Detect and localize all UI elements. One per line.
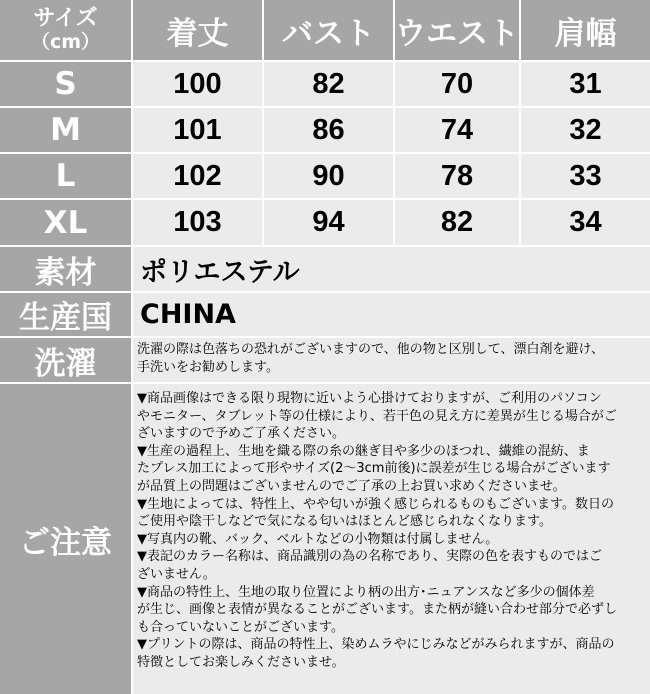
list-item: ▼生地によっては、特性上、やや匂いが強く感じられるものもございます。数日の ご使用や陰干しなどで気になる匂いはほとんど感じられなくなります。 (137, 496, 614, 530)
size-header-label: サイズ (33, 6, 98, 32)
column-header-length: 着丈 (133, 0, 262, 60)
table-cell: 78 (395, 154, 519, 198)
material-value: ポリエステル (133, 247, 650, 291)
washing-label: 洗濯 (0, 338, 131, 382)
washing-text: 洗濯の際は色落ちの恐れがございますので、他の物と区別して、漂白剤を避け、 手洗いをお勧めします。 (133, 338, 650, 382)
list-item: ▼写真内の靴、バック、ベルトなどの小物類は付属しません。 (137, 531, 499, 547)
origin-value: CHINA (133, 293, 650, 336)
table-cell: 100 (133, 62, 262, 106)
column-header-bust: バスト (264, 0, 393, 60)
notes-list (137, 390, 617, 672)
column-header-shoulder: 肩幅 (521, 0, 650, 60)
table-cell: 90 (264, 154, 393, 198)
table-cell: 82 (395, 200, 519, 245)
unit-header-label: （cm） (30, 30, 101, 53)
list-item: ▼表記のカラー名称は、商品識別の為の名称であり、実際の色を表すものではご ざいません。 (137, 549, 602, 582)
list-item: ▼生産の過程上、生地を織る際の糸の継ぎ目や多少のほつれ、繊維の混紡、ま たプレス加工によって形やサイズ(2〜3cm前後)に誤差が生じる場合がございます が品質上の問題はございませんのでご了承の上お買い求めくださいませ。 (137, 443, 611, 494)
notes-panel (133, 384, 650, 694)
origin-label: 生産国 (0, 293, 131, 336)
list-item: ▼商品画像はできる限り現物に近いよう心掛けておりますが、ご利用のパソコン やモニター、タブレット等の仕様により、若干色の見え方に差異が生じる場合がご ざいますので予めご了承ください。 (137, 391, 617, 442)
table-cell: 70 (395, 62, 519, 106)
list-item: ▼プリントの際は、商品の特性上、染めムラやにじみなどがみられますが、商品の 特徴としてお楽しみくださいませ。 (137, 637, 615, 670)
size-unit-header (0, 0, 131, 60)
table-cell: 94 (264, 200, 393, 245)
size-label-l: L (0, 154, 131, 198)
table-cell: 32 (521, 108, 650, 152)
table-cell: 101 (133, 108, 262, 152)
size-label-m: M (0, 108, 131, 152)
list-item: ▼商品の特性上、生地の取り位置により柄の出方･ニュアンスなど多少の個体差 が生じ、画像と表情が異なることがございます。また柄が縫い合わせ部分で必ずし も合っていないことがございます。 (137, 584, 617, 635)
table-cell: 102 (133, 154, 262, 198)
table-cell: 82 (264, 62, 393, 106)
size-label-s: S (0, 62, 131, 106)
size-label-xl: XL (0, 200, 131, 245)
table-cell: 86 (264, 108, 393, 152)
table-cell: 31 (521, 62, 650, 106)
table-cell: 74 (395, 108, 519, 152)
material-label: 素材 (0, 247, 131, 291)
column-header-waist: ウエスト (395, 0, 519, 60)
table-cell: 103 (133, 200, 262, 245)
notes-label: ご注意 (0, 384, 131, 694)
table-cell: 34 (521, 200, 650, 245)
table-cell: 33 (521, 154, 650, 198)
